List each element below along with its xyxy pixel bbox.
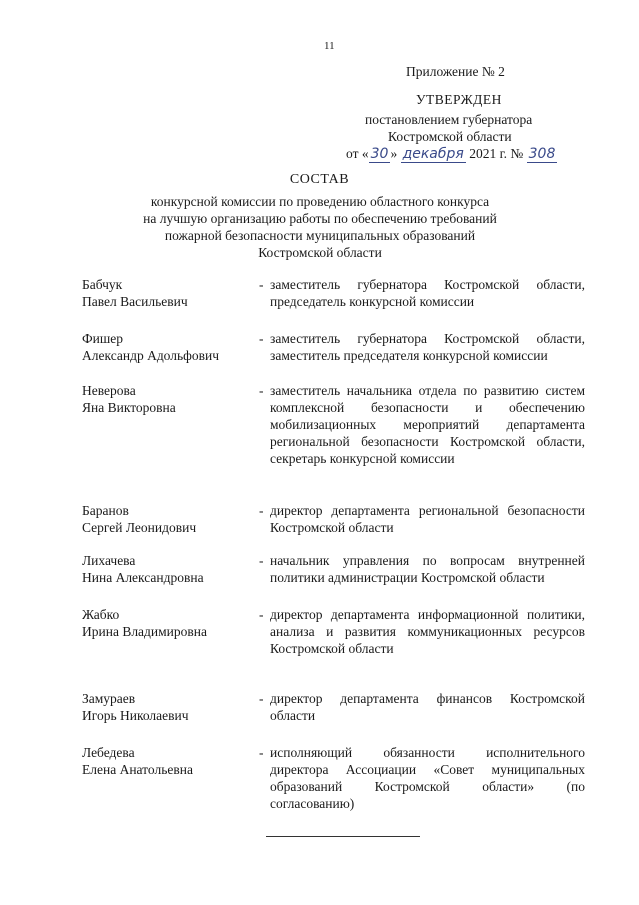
page-number: 11 [324,40,335,52]
member-role: начальник управления по вопросам внутренней политики администрации Костромской области [270,553,585,585]
member-given-name: Игорь Николаевич [82,708,189,723]
member-surname: Лебедева [82,745,135,760]
date-year: 2021 г. № [465,146,527,161]
subtitle-line: пожарной безопасности муниципальных образований [164,228,476,243]
member-given-name: Александр Адольфович [82,348,220,363]
member-surname: Фишер [82,331,124,346]
member-name [82,382,257,416]
member-name [82,690,257,724]
member-given-name: Яна Викторовна [82,400,176,415]
member-given-name: Ирина Владимировна [82,624,208,639]
member-name [82,330,257,364]
member-surname: Бабчук [82,277,123,292]
member-given-name: Елена Анатольевна [82,762,193,777]
member-role: заместитель губернатора Костромской области, председатель конкурсной комиссии [270,277,585,309]
member-role: заместитель губернатора Костромской области, заместитель председателя конкурсной комиссии [270,331,585,363]
date-mid: » [390,146,401,161]
member-given-name: Павел Васильевич [82,294,188,309]
member-dash: - [259,691,264,706]
member-role: директор департамента информационной политики, анализа и развития коммуникационных ресурсов Костромской области [270,607,585,656]
document-subtitle [120,193,520,261]
member-role: исполняющий обязанности исполнительного директора Ассоциации «Совет муниципальных образований Костромской области» (по согласованию) [270,745,585,811]
document-title: СОСТАВ [289,172,350,187]
member-dash: - [259,277,264,292]
member-dash: - [259,745,264,760]
closing-rule [266,836,420,837]
member-given-name: Сергей Леонидович [82,520,197,535]
member-dash: - [259,503,264,518]
member-role: директор департамента финансов Костромской области [270,691,585,723]
member-surname: Баранов [82,503,129,518]
member-name [82,744,257,778]
decree-number-handwritten: 308 [528,146,556,162]
member-surname: Неверова [82,383,136,398]
member-role: директор департамента региональной безопасности Костромской области [270,503,585,535]
member-surname: Жабко [82,607,120,622]
member-dash: - [259,331,264,346]
member-dash: - [259,553,264,568]
member-given-name: Нина Александровна [82,570,204,585]
member-name [82,552,257,586]
member-dash: - [259,383,264,398]
member-name [82,276,257,310]
date-day-handwritten: 30 [370,146,389,162]
date-month-handwritten: декабря [402,146,464,162]
approval-line-1: постановлением губернатора [365,112,533,127]
approved-heading: УТВЕРЖДЕН [416,92,502,107]
approval-line-2: Костромской области [388,129,512,144]
approval-date-line [346,146,557,162]
subtitle-line: Костромской области [258,245,382,260]
date-prefix: от « [346,146,369,161]
attachment-label: Приложение № 2 [406,64,505,79]
member-surname: Лихачева [82,553,136,568]
member-role: заместитель начальника отдела по развитию систем комплексной безопасности и обеспечению мобилизационных мероприятий департамента региональной безопасности Костромской области, секретарь конкурсной комиссии [270,383,585,466]
subtitle-line: на лучшую организацию работы по обеспечению требований [143,211,497,226]
member-surname: Замураев [82,691,136,706]
member-name [82,502,257,536]
member-dash: - [259,607,264,622]
subtitle-line: конкурсной комиссии по проведению областного конкурса [150,194,490,209]
member-name [82,606,257,640]
